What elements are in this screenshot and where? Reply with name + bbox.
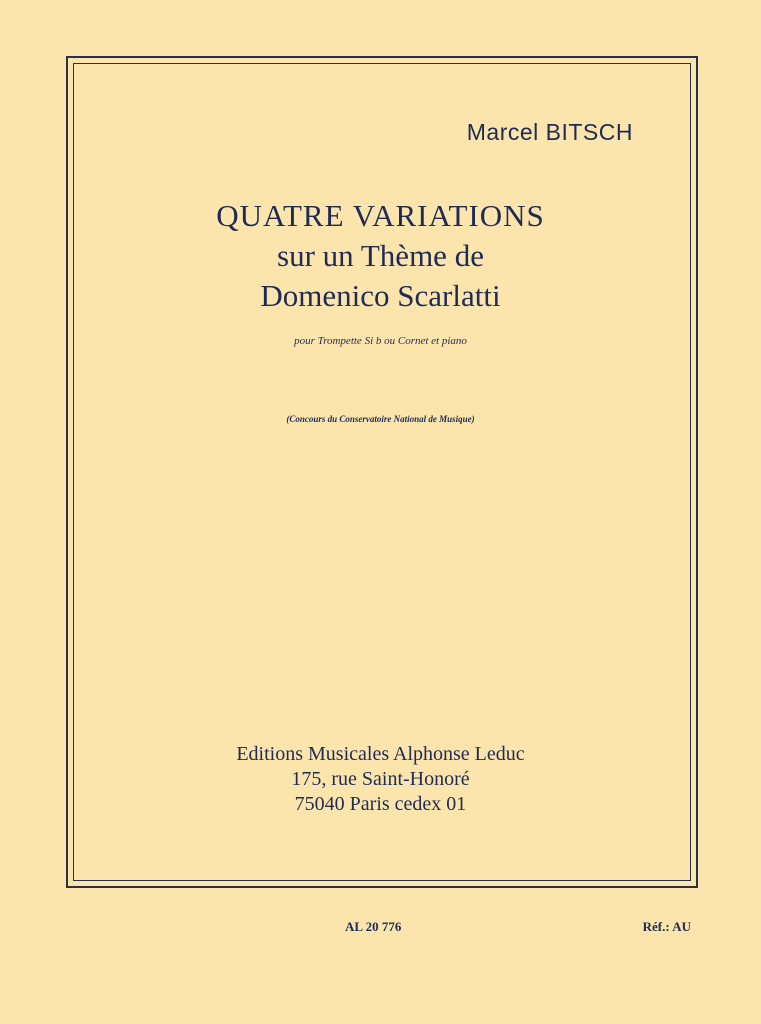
publisher-city: 75040 Paris cedex 01 bbox=[294, 793, 467, 815]
publisher-name: Editions Musicales Alphonse Leduc bbox=[236, 743, 525, 765]
publisher-block bbox=[0, 742, 761, 817]
publisher-street: 175, rue Saint-Honoré bbox=[291, 768, 470, 790]
concours-note: (Concours du Conservatoire National de Musique) bbox=[286, 414, 475, 424]
title-line-1: QUATRE VARIATIONS bbox=[216, 198, 545, 233]
instrumentation-text: pour Trompette Si b ou Cornet et piano bbox=[294, 335, 467, 347]
work-title bbox=[0, 196, 761, 316]
title-line-3: Domenico Scarlatti bbox=[260, 278, 501, 313]
composer-name: Marcel BITSCH bbox=[466, 119, 633, 145]
reference-code: Réf.: AU bbox=[642, 919, 691, 934]
title-line-2: sur un Thème de bbox=[277, 238, 484, 273]
catalog-number: AL 20 776 bbox=[345, 919, 402, 934]
